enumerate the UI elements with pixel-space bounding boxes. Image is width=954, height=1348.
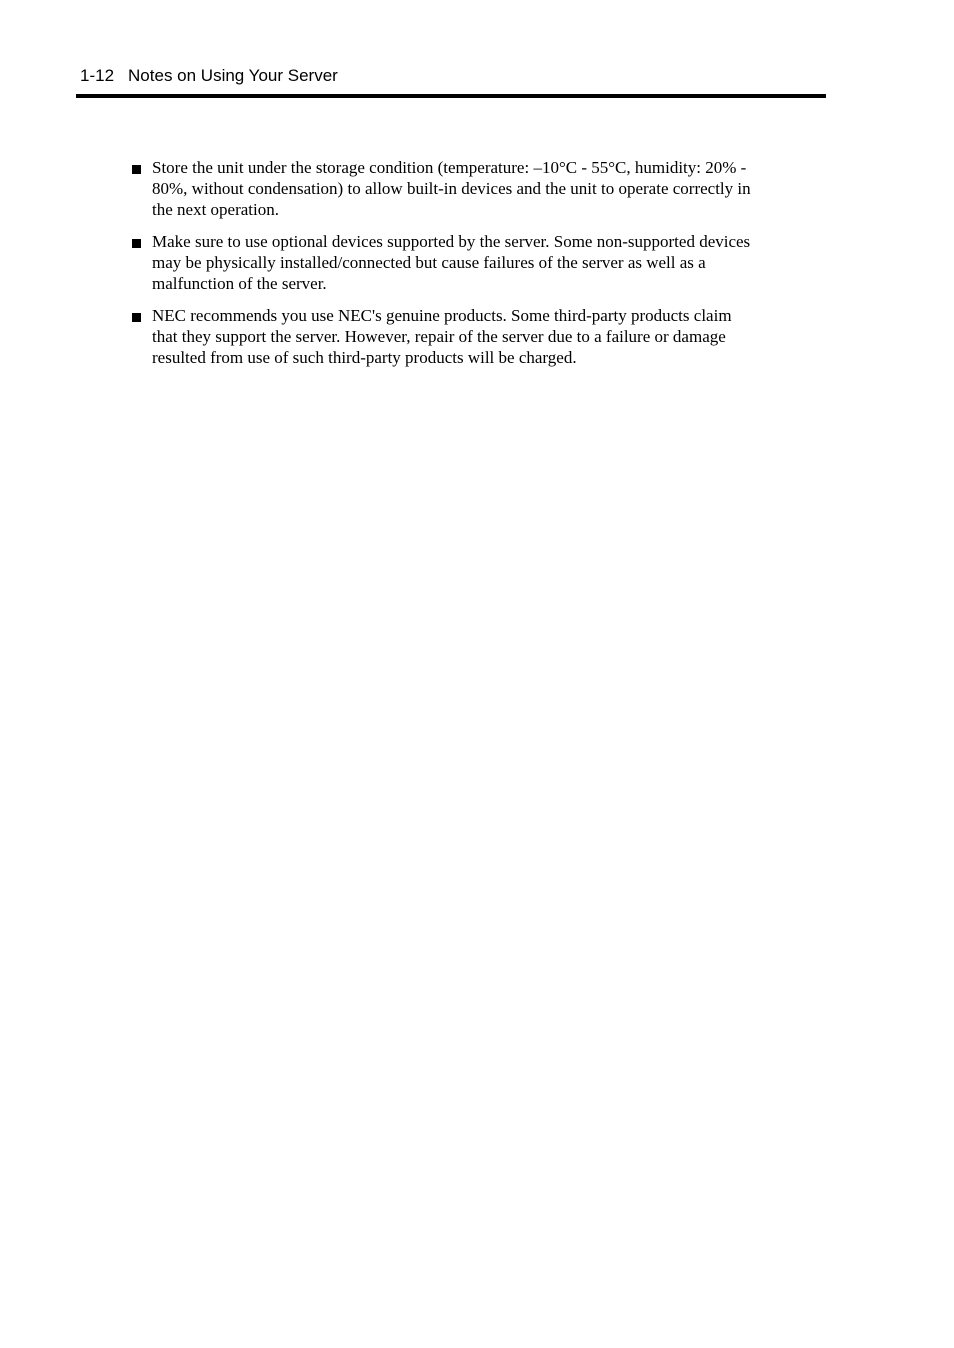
header-rule (76, 94, 826, 98)
page-number: 1-12 (80, 66, 115, 85)
square-bullet-icon (132, 165, 141, 174)
list-item (130, 231, 830, 294)
list-item (130, 157, 830, 220)
square-bullet-icon (132, 239, 141, 248)
square-bullet-icon (132, 313, 141, 322)
notes-list (130, 157, 830, 379)
list-item-text: Store the unit under the storage condition (temperature: –10°C - 55°C, humidity: 20% - 80%, without condensation) to allow built-in devices and the unit to operate correctly in the next operation. (152, 158, 751, 219)
list-item-text: Make sure to use optional devices supported by the server. Some non-supported devices may be physically installed/connected but cause failures of the server as well as a malfunction of the server. (152, 232, 751, 293)
list-item-text: NEC recommends you use NEC's genuine products. Some third-party products claim that they support the server. However, repair of the server due to a failure or damage resulted from use of such third-party products will be charged. (152, 306, 732, 367)
section-title: Notes on Using Your Server (128, 66, 338, 85)
list-item (130, 305, 830, 368)
page-header (80, 66, 338, 86)
